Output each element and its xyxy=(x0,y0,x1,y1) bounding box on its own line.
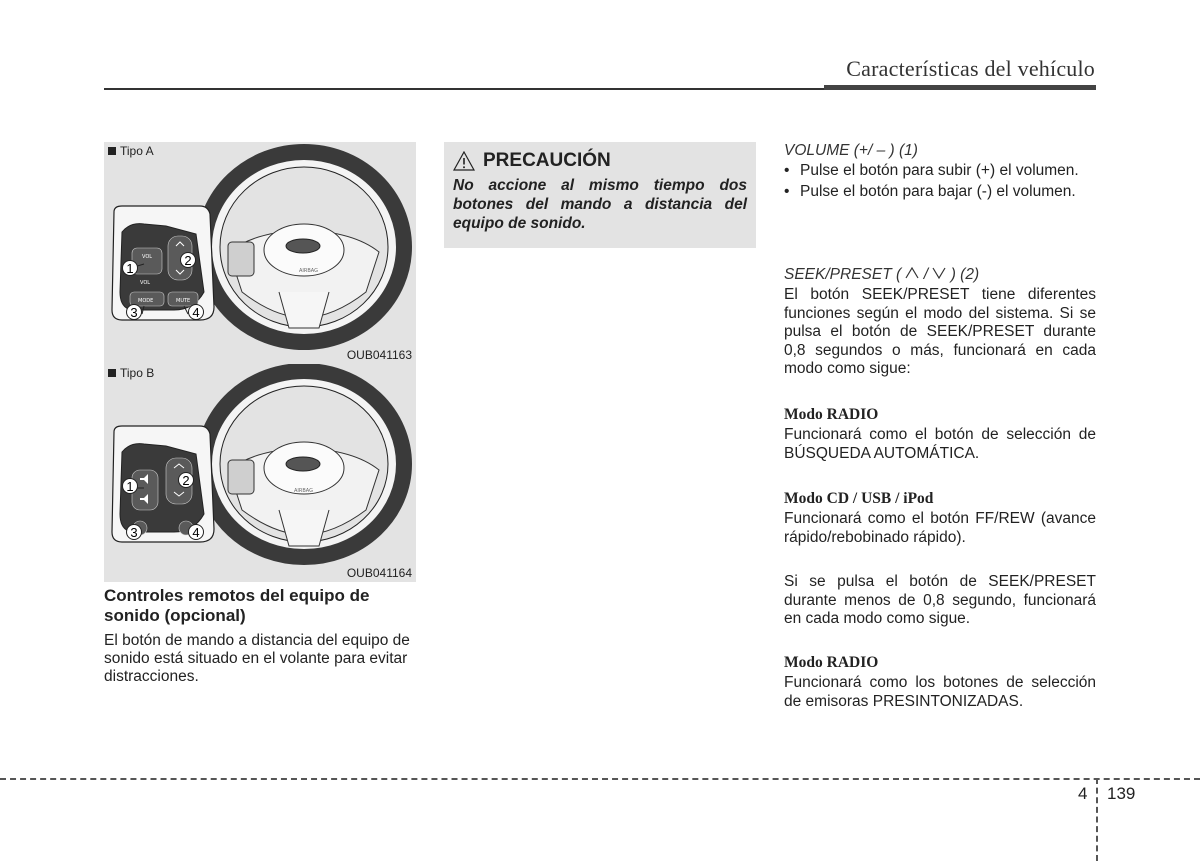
svg-text:2: 2 xyxy=(184,253,192,268)
svg-text:3: 3 xyxy=(130,305,138,320)
mode-radio-text-2: Funcionará como los botones de selección de emisoras PRESINTONIZADAS. xyxy=(784,674,1096,710)
svg-text:2: 2 xyxy=(182,473,190,488)
figure-type-b xyxy=(104,364,416,582)
svg-text:3: 3 xyxy=(130,525,138,540)
figure-b-code: OUB041164 xyxy=(346,566,412,580)
btn-vol-down-label: VOL xyxy=(140,280,151,286)
running-header: Características del vehículo xyxy=(846,56,1095,81)
svg-text:4: 4 xyxy=(192,305,200,320)
steering-wheel-a-illustration xyxy=(104,142,416,364)
callout-2 xyxy=(179,473,194,489)
seek-heading: SEEK/PRESET ( / ) (2) xyxy=(784,266,980,283)
callout-2 xyxy=(181,253,196,269)
callout-1 xyxy=(123,261,138,277)
volume-heading: VOLUME (+/ – ) (1) xyxy=(784,142,918,159)
mode-radio-long xyxy=(784,406,1096,463)
figure-a-code: OUB041163 xyxy=(346,348,412,362)
btn-vol-up-label: VOL xyxy=(142,254,153,260)
warning-triangle-icon xyxy=(453,151,475,171)
btn-mode-label: MODE xyxy=(138,298,154,304)
volume-item-down: • Pulse el botón para bajar (-) el volumen. xyxy=(784,182,1076,200)
figure-b-label: Tipo B xyxy=(108,366,154,380)
mode-radio-heading: Modo RADIO xyxy=(784,406,879,423)
volume-section xyxy=(784,142,1096,201)
page-number: 139 xyxy=(1107,784,1136,803)
figure-a-label: Tipo A xyxy=(108,144,154,158)
btn-mute-label: MUTE xyxy=(176,298,191,304)
svg-text:4: 4 xyxy=(192,525,200,540)
caution-heading xyxy=(453,150,747,172)
figure-type-a xyxy=(104,142,416,364)
svg-text:1: 1 xyxy=(126,479,134,494)
chevron-down-icon xyxy=(932,267,946,279)
mode-radio-text: Funcionará como el botón de selección de BÚSQUEDA AUTOMÁTICA. xyxy=(784,426,1096,462)
mode-cd-long xyxy=(784,490,1096,547)
svg-text:AIRBAG: AIRBAG xyxy=(299,268,319,274)
mode-cd-heading: Modo CD / USB / iPod xyxy=(784,490,934,507)
chapter-number: 4 xyxy=(1078,784,1088,803)
mode-radio-short xyxy=(784,654,1096,711)
mode-cd-text: Funcionará como el botón FF/REW (avance rápido/rebobinado rápido). xyxy=(784,510,1096,546)
section-title: Controles remotos del equipo de sonido (opcional) xyxy=(104,586,370,625)
callout-4 xyxy=(189,525,204,541)
section-intro: El botón de mando a distancia del equipo de sonido está situado en el volante para evitar distracciones. xyxy=(104,632,410,685)
caution-text: No accione al mismo tiempo dos botones del mando a distancia del equipo de sonido. xyxy=(453,177,747,232)
caution-title: PRECAUCIÓN xyxy=(483,150,611,171)
volume-item-up: • Pulse el botón para subir (+) el volumen. xyxy=(784,162,1079,179)
seek-section xyxy=(784,266,1096,379)
short-press-section xyxy=(784,573,1096,629)
short-press-text: Si se pulsa el botón de SEEK/PRESET durante menos de 0,8 segundo, funcionará en cada modo como sigue. xyxy=(784,573,1096,627)
callout-1 xyxy=(123,479,138,495)
footer-rule xyxy=(0,778,1200,780)
steering-wheel-b-illustration xyxy=(104,364,416,582)
svg-text:AIRBAG: AIRBAG xyxy=(294,488,314,494)
seek-intro: El botón SEEK/PRESET tiene diferentes funciones según el modo del sistema. Si se pulsa el botón de SEEK/PRESET durante 0,8 segundos o más, funcionará en cada modo como sigue: xyxy=(784,286,1096,377)
callout-4 xyxy=(189,305,204,321)
chevron-up-icon xyxy=(905,267,919,279)
svg-text:1: 1 xyxy=(126,261,134,276)
caution-box xyxy=(444,142,756,248)
callout-3 xyxy=(127,525,142,541)
callout-3 xyxy=(127,305,142,321)
mode-radio-heading-2: Modo RADIO xyxy=(784,654,879,671)
header-rule-accent xyxy=(824,85,1096,90)
footer-divider xyxy=(1096,778,1098,861)
